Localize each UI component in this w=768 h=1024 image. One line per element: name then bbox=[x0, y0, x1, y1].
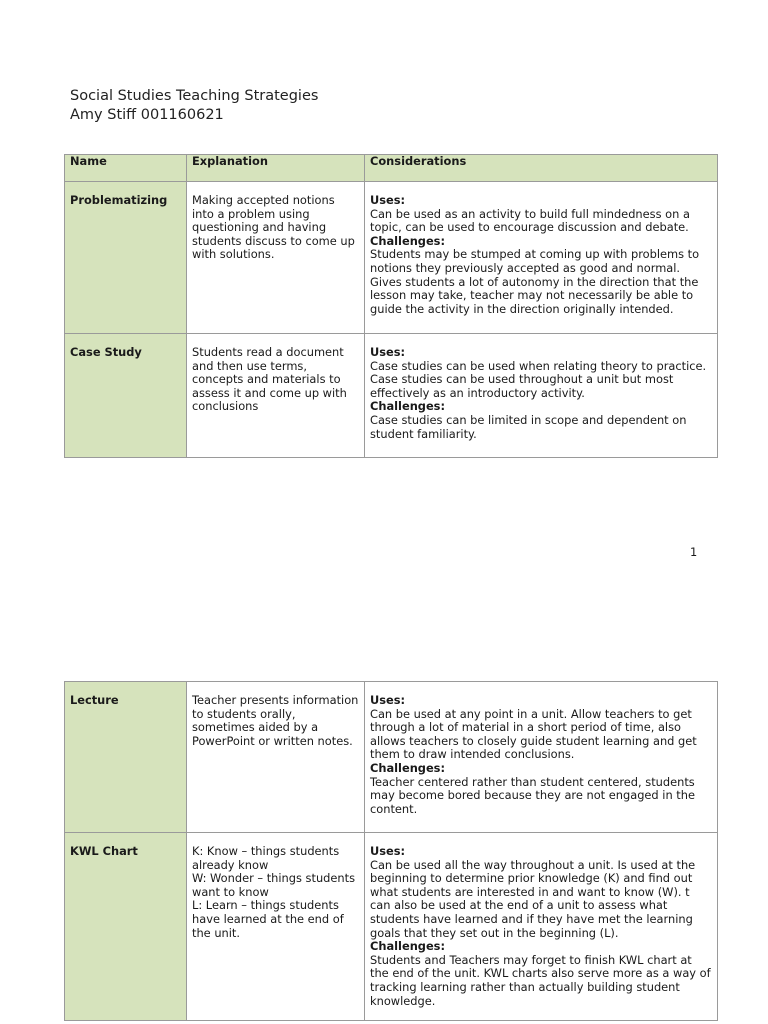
strategy-name: KWL Chart bbox=[70, 844, 138, 858]
document-heading bbox=[70, 87, 318, 125]
header-name: Name bbox=[65, 155, 187, 182]
kwl-wonder-line: W: Wonder – things students want to know bbox=[192, 871, 356, 899]
table-row bbox=[65, 182, 718, 334]
header-explanation: Explanation bbox=[187, 155, 365, 182]
strategy-explanation-cell bbox=[187, 833, 365, 1021]
strategy-explanation: Making accepted notions into a problem using questioning and having students discuss to come up with solutions. bbox=[192, 193, 355, 262]
uses-label: Uses: bbox=[370, 693, 406, 707]
header-considerations: Considerations bbox=[365, 155, 718, 182]
challenges-label: Challenges: bbox=[370, 233, 446, 248]
challenges-label: Challenges: bbox=[370, 760, 446, 775]
kwl-know-line: K: Know – things students already know bbox=[192, 844, 340, 872]
strategies-table-page-2 bbox=[64, 681, 718, 1021]
uses-label: Uses: bbox=[370, 345, 406, 359]
uses-label: Uses: bbox=[370, 844, 406, 858]
strategy-considerations-cell bbox=[365, 334, 718, 458]
challenges-label: Challenges: bbox=[370, 399, 446, 414]
strategy-name: Lecture bbox=[70, 693, 119, 707]
strategy-explanation: Teacher presents information to students orally, sometimes aided by a PowerPoint or written notes. bbox=[192, 693, 359, 748]
strategy-explanation bbox=[187, 833, 364, 952]
strategy-considerations-cell bbox=[365, 682, 718, 833]
page-number: 1 bbox=[690, 545, 698, 559]
strategy-explanation-cell bbox=[187, 334, 365, 458]
challenges-text: Students and Teachers may forget to finish KWL chart at the end of the unit. KWL charts also serve more as a way of tracking learning rather than actually building student knowledge. bbox=[370, 952, 711, 1008]
strategies-table-page-1 bbox=[64, 154, 718, 458]
strategy-name: Problematizing bbox=[70, 193, 168, 207]
challenges-text: Case studies can be limited in scope and dependent on student familiarity. bbox=[370, 412, 687, 441]
table-row bbox=[65, 833, 718, 1021]
strategy-considerations-cell bbox=[365, 833, 718, 1021]
strategy-explanation: Students read a document and then use terms, concepts and materials to assess it and come up with conclusions bbox=[192, 345, 347, 414]
strategy-name-cell bbox=[65, 182, 187, 334]
uses-text: Can be used as an activity to build full mindedness on a topic, can be used to encourage discussion and debate. bbox=[370, 206, 690, 235]
author-line: Amy Stiff 001160621 bbox=[70, 107, 224, 123]
strategy-explanation-cell bbox=[187, 682, 365, 833]
uses-text: Case studies can be used when relating theory to practice. Case studies can be used throughout a unit but most effectively as an introductory activity. bbox=[370, 358, 707, 400]
challenges-text: Teacher centered rather than student centered, students may become bored because they are not engaged in the content. bbox=[370, 774, 695, 816]
strategy-explanation-cell bbox=[187, 182, 365, 334]
strategy-name: Case Study bbox=[70, 345, 142, 359]
document-title: Social Studies Teaching Strategies bbox=[70, 88, 319, 104]
uses-text: Can be used all the way throughout a unit. Is used at the beginning to determine prior knowledge (K) and find out what students are interested in and want to know (W). t can also be used at the end of a unit to assess what students have learned and if they have met the learning goals that they set out in the beginning (L). bbox=[370, 857, 696, 940]
strategy-considerations-cell bbox=[365, 182, 718, 334]
strategy-name-cell bbox=[65, 334, 187, 458]
table-header-row bbox=[65, 155, 718, 182]
uses-text: Can be used at any point in a unit. Allow teachers to get through a lot of material in a short period of time, also allows teachers to closely guide student learning and get them to draw intended conclusions. bbox=[370, 706, 697, 762]
table-row bbox=[65, 682, 718, 833]
challenges-label: Challenges: bbox=[370, 939, 446, 954]
table-row bbox=[65, 334, 718, 458]
challenges-text: Students may be stumped at coming up with problems to notions they previously accepted as good and normal. Gives students a lot of autonomy in the direction that the lesson may take, teacher may not necessarily be able to guide the activity in the direction originally intended. bbox=[370, 247, 700, 316]
strategy-name-cell bbox=[65, 682, 187, 833]
kwl-learn-line: L: Learn – things students have learned at the end of the unit. bbox=[192, 898, 344, 940]
uses-label: Uses: bbox=[370, 193, 406, 207]
strategy-name-cell bbox=[65, 833, 187, 1021]
